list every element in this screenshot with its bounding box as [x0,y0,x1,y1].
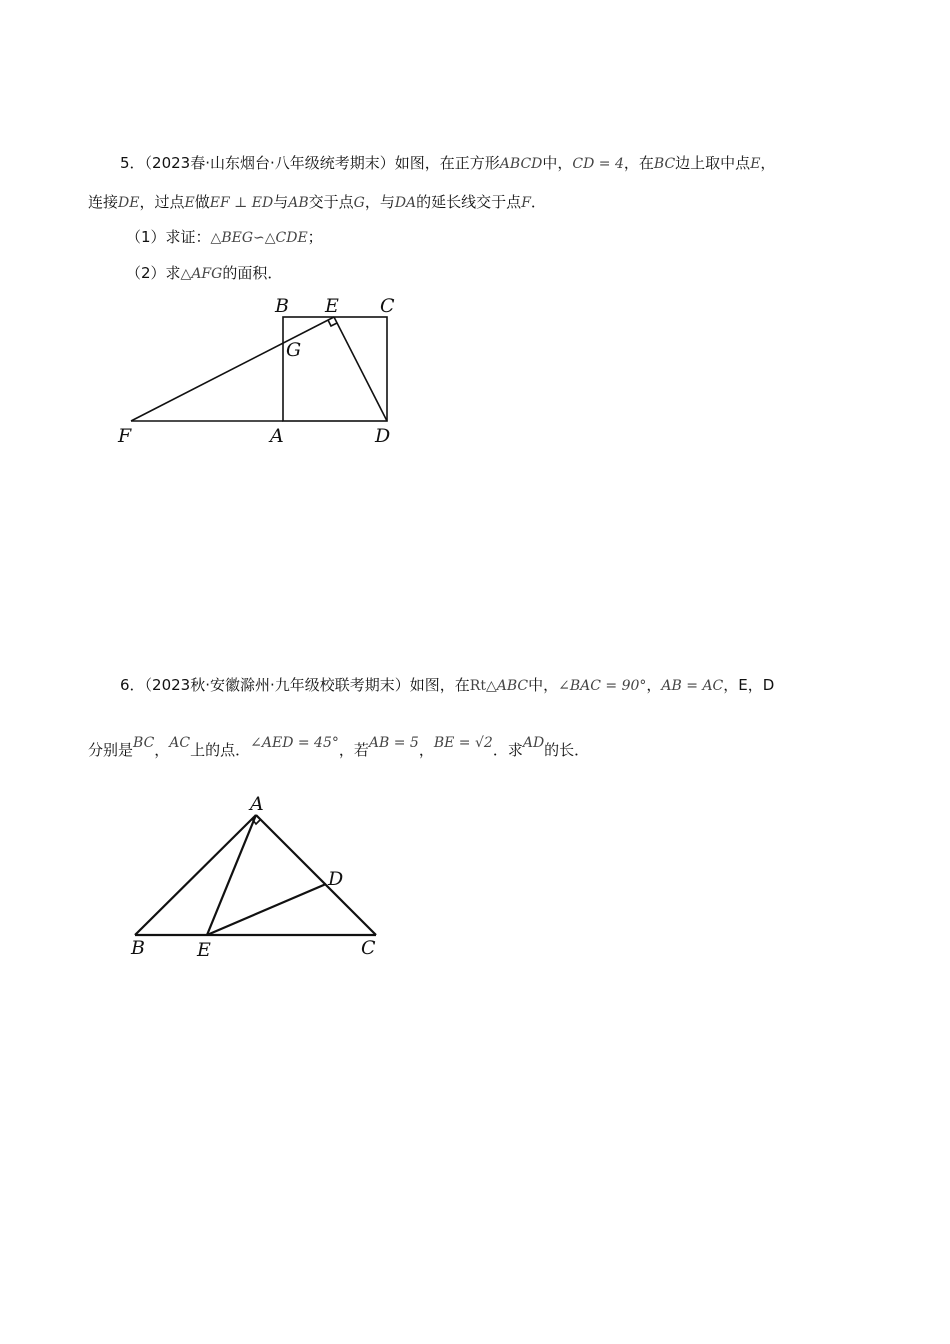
math: Rt [469,678,486,694]
sub-question-1 [126,227,323,248]
problem-6-line-1 [120,675,774,696]
text: 如图，在正方形 [394,154,500,172]
math: E [750,156,761,172]
math: DE [118,195,140,211]
problem-number: 6． [120,676,145,694]
math: DA [394,195,417,211]
math: BC [133,735,155,751]
text: ， [154,741,170,759]
text: 分别是 [88,741,134,759]
text: ．求 [492,741,523,759]
text: 上的点． [190,741,251,759]
problem-source: （2023春·山东烟台·八年级统考期末） [144,154,395,172]
text: ． [530,193,546,211]
math: AB [288,195,309,211]
segment-fe [131,317,334,421]
label-a: A [250,793,264,815]
text: 边上取中点 [675,154,751,172]
math: BE = √2 [433,735,493,751]
math: ∠AED = 45° [250,735,339,751]
label-g: G [286,339,302,361]
label-f: F [118,425,132,447]
geometry-figure-6 [120,790,400,965]
math: BC [653,156,676,172]
text: ，过点 [139,193,185,211]
label-c: C [380,295,395,317]
problem-source: （2023秋·安徽滁州·九年级校联考期末） [144,676,410,694]
label-c: C [361,937,376,959]
segment-ab [135,815,256,935]
text: ，若 [338,741,369,759]
math: ∠BAC = 90° [558,678,647,694]
text: ，与 [364,193,395,211]
math: AC [169,735,191,751]
text: 做 [194,193,210,211]
problem-5-line-1 [120,153,775,174]
text: 的长． [544,741,590,759]
text: ， [646,676,662,694]
problem-number: 5． [120,154,145,172]
text: 如图，在 [409,676,470,694]
math: AB = AC [661,678,724,694]
math: EF ⊥ ED [209,195,274,211]
math: G [353,195,365,211]
label-b: B [275,295,289,317]
text: （1）求证： [126,228,211,246]
math: CD = 4 [572,156,624,172]
label-a: A [270,425,284,447]
text: 中， [542,154,573,172]
math: E [184,195,195,211]
label-e: E [197,939,211,961]
text: ； [307,228,323,246]
problem-6-line-2 [88,735,590,761]
text: 与 [273,193,289,211]
label-b: B [131,937,145,959]
math: ABCD [499,156,543,172]
square-abcd [283,317,387,421]
label-d: D [328,868,344,890]
text: 的面积． [222,264,283,282]
geometry-figure-5 [110,290,410,450]
label-e: E [325,295,339,317]
math: △ABC [485,678,529,694]
segment-ac [256,815,376,935]
segment-ed [334,317,387,421]
text: 连接 [88,193,119,211]
text: ，在 [623,154,654,172]
text: （2）求 [126,264,181,282]
text: ，E，D [723,676,775,694]
text: 交于点 [308,193,354,211]
text: 中， [528,676,559,694]
text: ， [760,154,776,172]
text: ， [418,741,434,759]
sub-question-2 [126,263,282,284]
math: AB = 5 [368,735,419,751]
math: F [521,195,531,211]
math: △AFG [180,266,223,282]
label-d: D [375,425,391,447]
text: 的延长线交于点 [416,193,522,211]
math: AD [522,735,545,751]
math: △BEG∽△CDE [210,230,308,246]
problem-5-line-2 [88,192,546,213]
